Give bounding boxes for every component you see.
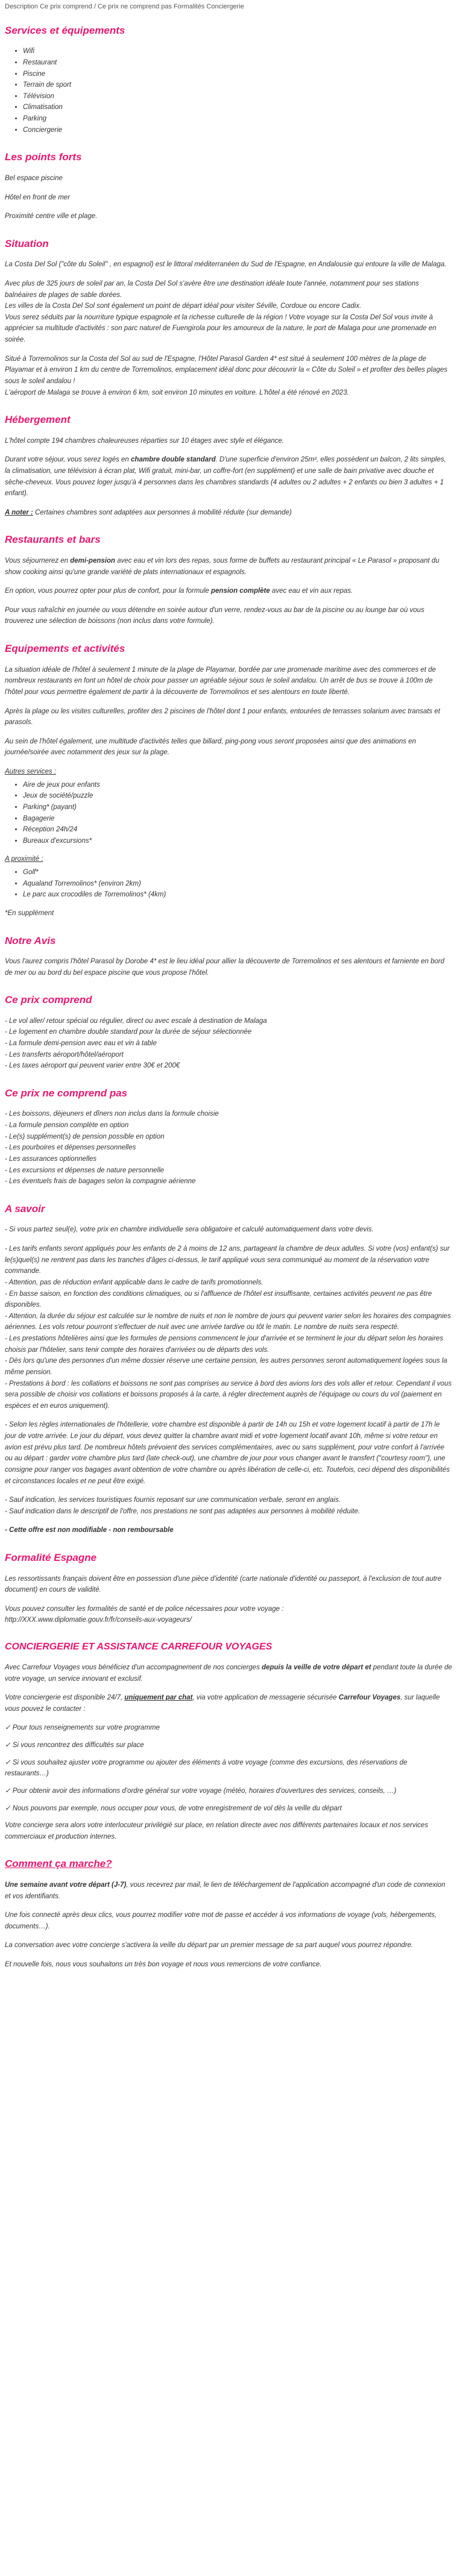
list-item: • Bureaux d'excursions* [23, 836, 452, 847]
text-fragment: avec eau et vin lors des repas, sous forme de buffets au restaurant principal « Le Parasol » proposant du show cooking ainsi qu'une grande variété de plats internationaux et espagnols. [5, 557, 440, 576]
restaurants-paragraph: Pour vous rafraîchir en journée ou vous détendre en soirée autour d'un verre, rendez-vous au bar de la piscine ou au lounge bar où vous trouverez une sélection de boissons (non inclus dans votre formule). [5, 606, 424, 625]
conciergerie-paragraph: Votre concierge sera alors votre interlocuteur privilégié sur place, en relation directe avec nos différents partenaires locaux et nos services commerciaux et production internes. [5, 1822, 429, 1840]
board-option: pension complète [211, 587, 270, 595]
list-item: • Aire de jeux pour enfants [23, 780, 452, 791]
list-item: - Les pourboires et dépenses personnelles [5, 1144, 136, 1152]
comprend-heading: Ce prix comprend [5, 994, 92, 1006]
list-item: - Les taxes aéroport qui peuvent varier entre 30€ et 200€ [5, 1062, 180, 1070]
list-item: - Le(s) supplément(s) de pension possible en option [5, 1133, 165, 1140]
restaurants-section [5, 531, 452, 627]
conciergerie-heading: CONCIERGERIE ET ASSISTANCE CARREFOUR VOYAGES [5, 1642, 273, 1652]
footnote: *En supplément [5, 909, 54, 917]
text-fragment: En option, vous pourrez opter pour plus de confort, pour la formule [5, 587, 212, 595]
services-section [5, 22, 452, 136]
check-item: ✓ Pour obtenir avoir des informations d'ordre général sur votre voyage (météo, horaires d'ouvertures des services, conseils, …) [5, 1787, 397, 1795]
autres-services-label: Autres services : [5, 768, 56, 775]
a-savoir-paragraph: - Si vous partez seul(e), votre prix en chambre individuelle sera obligatoire et calculé automatiquement dans votre devis. [5, 1226, 374, 1234]
list-item: • Bagagerie [23, 813, 452, 825]
text-fragment: , via votre application de messagerie sécurisée [192, 1694, 339, 1702]
list-item: - La formule pension complète en option [5, 1122, 129, 1130]
conciergerie-checklist [5, 1722, 452, 1814]
text-line: - Sauf indication dans le descriptif de l'offre, nos prestations ne sont pas adaptées aux personnes à mobilité réduite. [5, 1507, 361, 1515]
text-line: Avec plus de 325 jours de soleil par an, la Costa Del Sol s'avère être une destination idéale toute l'année, notamment pour ses stations balnéaires de plages de sable dorées. [5, 280, 419, 299]
note-text: Certaines chambres sont adaptées aux personnes à mobilité réduite (sur demande) [33, 508, 292, 516]
a-savoir-section [5, 1201, 452, 1536]
formalite-section [5, 1549, 452, 1626]
check-item: ✓ Pour tous renseignements sur votre programme [5, 1724, 160, 1732]
brand-name: Carrefour Voyages [338, 1694, 401, 1702]
equipements-heading: Equipements et activités [5, 643, 125, 655]
comment-paragraph: Une fois connecté après deux clics, vous pourrez modifier votre mot de passe et accéder à vos informations de voyage (vols, hébergements, documents…). [5, 1912, 437, 1930]
check-item: ✓ Si vous rencontrez des difficultés sur place [5, 1742, 144, 1749]
situation-paragraph [5, 278, 452, 346]
situation-paragraph [5, 354, 452, 399]
formalite-link[interactable]: http://XXX.www.diplomatie.gouv.fr/fr/conseils-aux-voyageurs/ [5, 1616, 192, 1624]
comment-paragraph [5, 1880, 452, 1902]
top-navigation-line: Description Ce prix comprend / Ce prix ne comprend pas Formalités Conciergerie [5, 3, 244, 10]
emphasis: uniquement par chat [124, 1694, 193, 1702]
text-line: L'aéroport de Malaga se trouve à environ 6 km, soit environ 10 minutes en voiture. L'hôtel a été rénové en 2023. [5, 389, 349, 396]
equipements-paragraph: Au sein de l'hôtel également, une multitude d'activités telles que billard, ping-pong vous seront proposées ainsi que des animations en journée/soirée avec notamment des jeux sur la plage. [5, 737, 417, 757]
list-item: • Terrain de sport [23, 80, 452, 91]
restaurants-paragraph [5, 555, 452, 578]
text-line: - Prestations à bord : les collations et boissons ne sont pas comprises au service à bord des avions lors des vols aller et retour. Cependant il vous sera possible de choisir vos collations et boissons proposés à la carte, à régler directement auprès de l'équipage ou cours du vol (paiement en espèces et en euros uniquement). [5, 1380, 452, 1410]
list-item: • Piscine [23, 69, 452, 80]
text-line: - Les tarifs enfants seront appliqués pour les enfants de 2 à moins de 12 ans, partageant la chambre de deux adultes. Si votre (vos) enfant(s) sur le(s)quel(s) ne rentrent pas dans les tranches d'âges ci-dessus, le tarif appliqué vous sera communiqué au moment de la réservation votre commande. [5, 1245, 450, 1275]
text-fragment: pendant toute la durée de votre voyage, un service innovant et exclusif. [5, 1663, 452, 1683]
list-item: • Le parc aux crocodiles de Torremolinos* (4km) [23, 889, 452, 901]
list-item: • Conciergerie [23, 125, 452, 136]
list-item: • Climatisation [23, 102, 452, 113]
autres-services-list [5, 780, 452, 847]
text-fragment: Votre conciergerie est disponible 24/7, [5, 1694, 125, 1702]
list-item: - Le logement en chambre double standard pour la durée de séjour sélectionnée [5, 1028, 252, 1036]
conciergerie-section [5, 1639, 452, 1842]
conciergerie-paragraph [5, 1692, 452, 1715]
list-item: • Jeux de société/puzzle [23, 790, 452, 802]
conciergerie-paragraph [5, 1662, 452, 1684]
note-label: A noter : [5, 508, 33, 516]
text-line: Vous serez séduits par la nourriture typique espagnole et la richesse culturelle de la région ! Votre voyage sur la Costa Del Sol vous invite à apprécier sa multitude d'activités : son parc naturel de Fuengirola pour les amoureux de la nature, le port de Malaga pour une promenade en soirée. [5, 313, 437, 344]
list-item: - Le vol aller/ retour spécial ou régulier, direct ou avec escale à destination de Malaga [5, 1017, 267, 1025]
restaurants-paragraph [5, 586, 452, 597]
formalite-paragraph [5, 1604, 452, 1626]
formalite-paragraph: Les ressortissants français doivent être en possession d'une pièce d'identité (carte nationale d'identité ou passeport, à l'exclusion de tout autre document) en cours de validité. [5, 1575, 442, 1594]
formalite-heading: Formalité Espagne [5, 1552, 97, 1563]
notre-avis-heading: Notre Avis [5, 934, 56, 946]
comment-paragraph: Et nouvelle fois, nous vous souhaitons un très bon voyage et nous vous remercions de votre confiance. [5, 1961, 322, 1969]
text-line: Vous pouvez consulter les formalités de santé et de police nécessaires pour votre voyage : [5, 1605, 284, 1613]
list-item: • Parking [23, 113, 452, 125]
text-line: - Attention, la durée du séjour est calculée sur le nombre de nuits et non le nombre de jours qui peuvent varier selon les horaires des compagnies aériennes. Les vols retour pourront s'effectuer de nuit avec une arrivée tardive ou tôt le matin. Le nombre de nuits sera respecté. [5, 1312, 451, 1331]
notre-avis-section [5, 933, 452, 979]
comprend-list [5, 1016, 452, 1072]
text-fragment: , sur laquelle vous pouvez le contacter : [5, 1694, 440, 1713]
comment-section [5, 1855, 452, 1970]
hebergement-paragraph: L'hôtel compte 194 chambres chaleureuses réparties sur 10 étages avec style et élégance. [5, 437, 285, 445]
list-item: • Réception 24h/24 [23, 824, 452, 836]
room-type: chambre double standard [131, 456, 216, 464]
hebergement-paragraph [5, 454, 452, 499]
comment-paragraph: La conversation avec votre concierge s'activera la veille du départ par un premier message de sa part auquel vous pourrez répondre. [5, 1942, 414, 1949]
text-line: - Sauf indication, les services touristiques fournis reposant sur une communication verbale, seront en anglais. [5, 1496, 341, 1504]
text-line: - Dès lors qu'une des personnes d'un même dossier réserve une certaine pension, les autres personnes seront automatiquement logées sous la même pension. [5, 1357, 447, 1376]
hebergement-note [5, 507, 452, 519]
list-item: • Wifi [23, 46, 452, 57]
text-fragment: avec eau et vin aux repas. [269, 587, 353, 595]
hebergement-heading: Hébergement [5, 414, 71, 426]
ne-comprend-section [5, 1085, 452, 1187]
text-line: Situé à Torremolinos sur la Costa del Sol au sud de l'Espagne, l'Hôtel Parasol Garden 4* est situé à seulement 100 mètres de la plage de Playamar et à environ 1 km du centre de Torremolinos, emplacement idéal donc pour découvrir la « Côte du Soleil » et profiter des belles plages sous le soleil andalou ! [5, 355, 448, 385]
equipements-section [5, 640, 452, 919]
board-type: demi-pension [70, 557, 116, 564]
equipements-paragraph: Après la plage ou les visites culturelles, profiter des 2 piscines de l'hôtel dont 1 pour enfants, entourées de terrasses solarium avec transats et parasols. [5, 707, 440, 727]
check-item: ✓ Si vous souhaitez ajuster votre programme ou ajouter des éléments à votre voyage (comme des excursions, des réservations de restaurants…) [5, 1758, 408, 1778]
list-item: • Golf* [23, 867, 452, 878]
emphasis: depuis la veille de votre départ et [262, 1663, 371, 1671]
situation-paragraph: La Costa Del Sol ("côte du Soleil" , en espagnol) est le littoral méditerranéen du Sud de l'Espagne, en Andalousie qui entoure la ville de Malaga. [5, 261, 447, 269]
point-fort: Proximité centre ville et plage. [5, 213, 98, 220]
list-item: • Restaurant [23, 57, 452, 69]
a-savoir-paragraph [5, 1495, 452, 1517]
a-savoir-heading: A savoir [5, 1202, 45, 1215]
list-item: - Les éventuels frais de bagages selon la compagnie aérienne [5, 1178, 196, 1186]
proximite-list [5, 867, 452, 901]
point-fort: Bel espace piscine [5, 174, 63, 182]
text-fragment: Durant votre séjour, vous serez logés en [5, 456, 131, 464]
list-item: - Les excursions et dépenses de nature personnelle [5, 1166, 165, 1174]
text-fragment: Vous séjournerez en [5, 557, 71, 564]
emphasis: Une semaine avant votre départ (J-7) [5, 1881, 127, 1889]
ne-comprend-heading: Ce prix ne comprend pas [5, 1087, 128, 1099]
ne-comprend-list [5, 1108, 452, 1187]
text-fragment: . D'une superficie d'environ 25m², elles possèdent un balcon, 2 lits simples, la climatisation, une télévision à écran plat, Wifi gratuit, mini-bar, un coffre-fort (en supplément) et une salle de bain privative avec douche et sèche-cheveux. Vous pouvez loger jusqu'à 4 personnes dans les chambres standards (4 adultes ou 2 adultes + 2 enfants ou bien 3 adultes + 1 enfant). [5, 456, 446, 498]
a-savoir-paragraph: - Selon les règles internationales de l'hôtellerie, votre chambre est disponible à partir de 14h ou 15h et votre logement locatif à partir de 17h le jour de votre arrivée. Le jour du départ, vous devez quitter la chambre avant midi et votre logement locatif avant 10h, même si votre retour en avion est prévu plus tard. De nombreux hôtels prévoient des services complémentaires, avec ou sans supplément, pour votre confort à l'arrivée ou au départ : garder votre chambre plus tard (late check-out), une chambre de jour pour vous changer avant le transfert ("courtesy room"), une consigne pour ranger vos bagages avant obtention de votre chambre ou après libération de celle-ci, etc. Toutefois, ceci dépend des disponibilités et circonstances locales et ne peut être exigé. [5, 1421, 450, 1485]
list-item: • Parking* (payant) [23, 802, 452, 813]
check-item: ✓ Nous pouvons par exemple, nous occuper pour vous, de votre enregistrement de vol dès la veille du départ [5, 1804, 342, 1812]
situation-heading: Situation [5, 237, 49, 249]
points-forts-heading: Les points forts [5, 151, 82, 163]
list-item: - Les boissons, déjeuners et dîners non inclus dans la formule choisie [5, 1110, 219, 1118]
non-refundable-note [5, 1525, 452, 1536]
non-refundable-text: - Cette offre est non modifiable - non remboursable [5, 1527, 174, 1534]
points-forts-section [5, 149, 452, 222]
situation-section [5, 236, 452, 398]
text-line: - Les prestations hôtelières ainsi que les formules de pensions commencent le jour d'arrivée et se terminent le jour du départ selon les horaires choisis par l'hôtelier, sans tenir compte des horaires d'arrivées ou de départs des vols. [5, 1335, 444, 1354]
text-fragment: Avec Carrefour Voyages vous bénéficiez d'un accompagnement de nos concierges [5, 1663, 262, 1671]
a-savoir-paragraph [5, 1243, 452, 1411]
notre-avis-paragraph: Vous l'aurez compris l'hôtel Parasol by Dorobe 4* est le lieu idéal pour allier la découverte de Torremolinos et ses alentours et farniente en bord de mer ou au bord du bel espace piscine que vous propose l'hôtel. [5, 958, 445, 977]
proximite-label: A proximité : [5, 855, 43, 863]
services-list [5, 46, 452, 136]
restaurants-heading: Restaurants et bars [5, 534, 101, 546]
list-item: - La formule demi-pension avec eau et vin à table [5, 1040, 157, 1048]
list-item: - Les assurances optionnelles [5, 1155, 97, 1163]
comment-heading: Comment ça marche? [5, 1858, 112, 1870]
text-line: - En basse saison, en fonction des conditions climatiques, ou si l'affluence de l'hôtel est insuffisante, certaines activités peuvent ne pas être disponibles. [5, 1290, 432, 1309]
hebergement-section [5, 411, 452, 518]
text-fragment: , vous recevrez par mail, le lien de téléchargement de l'application accompagné d'un code de connexion et vos identifiants. [5, 1881, 446, 1900]
list-item: • Aqualand Torremolinos* (environ 2km) [23, 878, 452, 890]
comprend-section [5, 992, 452, 1072]
services-heading: Services et équipements [5, 24, 125, 36]
list-item: - Les transferts aéroport/hôtel/aéroport [5, 1051, 124, 1058]
point-fort: Hôtel en front de mer [5, 193, 71, 201]
list-item: • Télévision [23, 91, 452, 102]
equipements-paragraph: La situation idéale de l'hôtel à seulement 1 minute de la plage de Playamar, bordée par une promenade maritime avec des commerces et de nombreux restaurants en font un hôtel de choix pour passer un agréable séjour sous le soleil andalou. Un arrêt de bus se trouve à 100m de l'hôtel pour vous permettre également de partir à la découverte de Torremolinos et ses alentours en toute liberté. [5, 666, 436, 696]
text-line: - Attention, pas de réduction enfant applicable dans le cadre de tarifs promotionnels. [5, 1278, 263, 1286]
text-line: Les villes de la Costa Del Sol sont également un point de départ idéal pour visiter Séville, Cordoue ou encore Cadix. [5, 302, 362, 310]
